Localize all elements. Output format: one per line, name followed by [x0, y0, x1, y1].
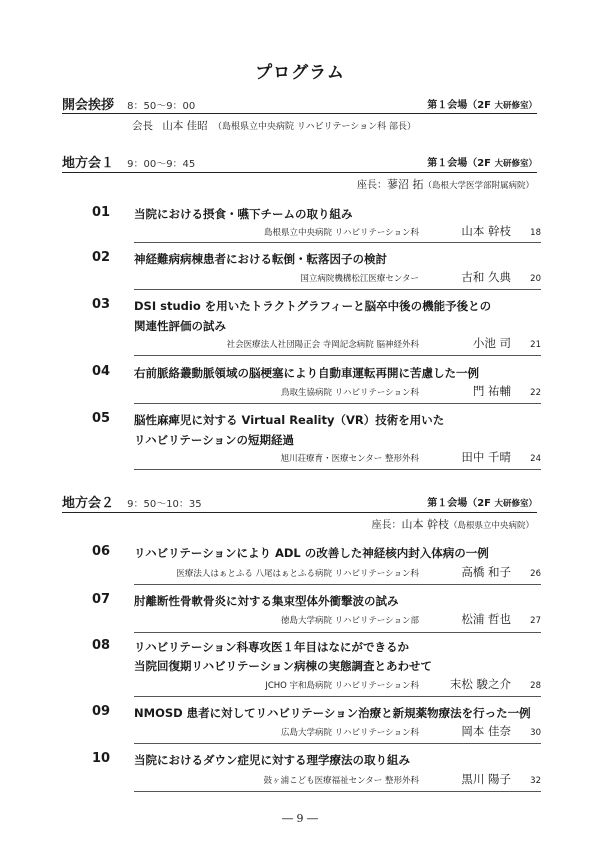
item-title-line2: 関連性評価の試み — [134, 319, 226, 333]
item-title: NMOSD 患者に対してリハビリテーション治療と新規薬物療法を行った一例 — [134, 706, 531, 720]
item-meta — [121, 723, 541, 739]
session-2-time: 9：50〜10：35 — [127, 499, 202, 510]
item-separator — [134, 403, 541, 404]
item-separator — [134, 355, 541, 356]
item-author: 古和 久典 — [461, 270, 511, 284]
item-affiliation: 鳥取生協病院 リハビリテーション科 — [281, 388, 419, 398]
item-page: 28 — [530, 681, 541, 691]
item-title-line2: 当院回復期リハビリテーション病棟の実態調査とあわせて — [134, 659, 432, 673]
item-title: 肘離断性骨軟骨炎に対する集束型体外衝撃波の試み — [134, 594, 399, 608]
session-1-venue-room: 大研修室） — [494, 159, 537, 169]
item-meta — [121, 449, 541, 465]
item-page: 30 — [530, 728, 541, 738]
item-author: 末松 駿之介 — [449, 677, 511, 691]
item-meta — [121, 223, 541, 239]
opening-time: 8：50〜9：00 — [127, 101, 196, 112]
item-number: 05 — [92, 411, 111, 426]
item-meta — [121, 611, 541, 627]
session-2-venue — [427, 494, 537, 509]
item-meta — [121, 676, 541, 692]
item-number: 07 — [92, 592, 111, 607]
item-title: リハビリテーションにより ADL の改善した神経核内封入体病の一例 — [134, 546, 489, 560]
item-affiliation: JCHO 宇和島病院 リハビリテーション科 — [265, 681, 419, 691]
session-1-venue — [427, 154, 537, 169]
item-affiliation: 島根県立中央病院 リハビリテーション科 — [264, 228, 419, 238]
item-author: 門 祐輔 — [472, 384, 511, 398]
item-title: 神経難病病棟患者における転倒・転落因子の検討 — [134, 252, 387, 266]
item-number: 06 — [92, 544, 111, 559]
item-affiliation: 鼓ヶ浦こども医療福祉センター 整形外科 — [263, 776, 419, 786]
item-page: 27 — [530, 616, 541, 626]
item-number: 08 — [92, 638, 111, 653]
session-2-venue-room: 大研修室） — [494, 499, 537, 509]
opening-speaker — [132, 118, 416, 133]
page-number: ― 9 ― — [282, 812, 318, 825]
opening-rule — [62, 113, 537, 114]
session-1-time: 9：00〜9：45 — [127, 159, 196, 170]
item-meta — [121, 269, 541, 285]
item-number: 10 — [92, 751, 111, 766]
item-separator — [134, 469, 541, 470]
item-meta — [121, 335, 541, 351]
item-separator — [134, 632, 541, 633]
session-1-header — [62, 152, 537, 172]
item-author: 田中 千晴 — [461, 450, 511, 464]
session-1-chair-name: 蓼沼 拓 — [386, 178, 424, 191]
item-title: DSI studio を用いたトラクトグラフィーと脳卒中後の機能予後との — [134, 299, 492, 313]
item-affiliation: 徳島大学病院 リハビリテーション部 — [281, 616, 419, 626]
item-separator — [134, 584, 541, 585]
opening-venue-room: 大研修室） — [494, 101, 537, 111]
session-1-chair-aff: （島根大学医学部附属病院） — [423, 181, 534, 191]
opening-venue — [427, 96, 537, 111]
opening-name: 開会挨拶 — [62, 98, 115, 113]
opening-venue-label: 第１会場（2F — [427, 100, 491, 111]
opening-role: 会長 — [132, 120, 153, 132]
item-page: 24 — [530, 454, 541, 464]
item-meta — [121, 383, 541, 399]
session-2-venue-label: 第１会場（2F — [427, 498, 491, 509]
session-2-chair-label: 座長： — [371, 520, 402, 531]
item-author: 山本 幹枝 — [461, 224, 511, 238]
session-1-name: 地方会１ — [62, 156, 115, 171]
item-page: 18 — [530, 228, 541, 238]
item-author: 松浦 哲也 — [461, 612, 511, 626]
item-affiliation: 旭川荘療育・医療センター 整形外科 — [280, 454, 419, 464]
item-affiliation: 社会医療法人社団陽正会 寺岡記念病院 脳神経外科 — [226, 340, 419, 350]
opening-header — [62, 94, 537, 114]
item-title-line2: リハビリテーションの短期経過 — [134, 433, 294, 447]
session-2-rule — [62, 512, 537, 513]
session-2-chair-name: 山本 幹枝 — [401, 518, 449, 531]
item-number: 02 — [92, 250, 111, 265]
item-meta — [121, 771, 541, 787]
item-page: 20 — [530, 274, 541, 284]
item-author: 小池 司 — [472, 336, 511, 350]
item-separator — [134, 791, 541, 792]
session-1-rule — [62, 172, 537, 173]
item-title: 右前脈絡叢動脈領域の脳梗塞により自動車運転再開に苦慮した一例 — [134, 366, 479, 380]
item-author: 岡本 佳奈 — [461, 724, 511, 738]
item-affiliation: 国立病院機構松江医療センター — [300, 274, 419, 284]
session-2-chair-aff: （島根県立中央病院） — [448, 521, 534, 531]
item-number: 04 — [92, 364, 111, 379]
item-affiliation: 医療法人はぁとふる 八尾はぁとふる病院 リハビリテーション科 — [176, 569, 419, 579]
opening-person: 山本 佳昭 — [162, 120, 208, 132]
session-2-chair — [371, 516, 534, 532]
item-title: 当院における摂食・嚥下チームの取り組み — [134, 207, 353, 221]
item-number: 09 — [92, 704, 111, 719]
opening-affiliation: （島根県立中央病院 リハビリテーション科 部長） — [213, 122, 416, 132]
item-title: 脳性麻痺児に対する Virtual Reality（VR）技術を用いた — [134, 413, 445, 427]
page-title: プログラム — [255, 63, 345, 83]
item-page: 22 — [530, 388, 541, 398]
session-1-chair-label: 座長： — [356, 180, 387, 191]
item-page: 32 — [530, 776, 541, 786]
item-page: 21 — [530, 340, 541, 350]
session-2-header — [62, 492, 537, 512]
item-separator — [134, 289, 541, 290]
item-page: 26 — [530, 569, 541, 579]
item-meta — [121, 564, 541, 580]
item-number: 03 — [92, 297, 111, 312]
item-separator — [134, 743, 541, 744]
item-separator — [134, 242, 541, 243]
session-1-chair — [357, 176, 534, 192]
session-1-venue-label: 第１会場（2F — [427, 158, 491, 169]
session-2-name: 地方会２ — [62, 496, 115, 511]
item-title: 当院におけるダウン症児に対する理学療法の取り組み — [134, 753, 410, 767]
item-title: リハビリテーション科専攻医１年目はなにができるか — [134, 640, 409, 654]
item-separator — [134, 696, 541, 697]
item-author: 黒川 陽子 — [461, 772, 511, 786]
item-affiliation: 広島大学病院 リハビリテーション科 — [281, 728, 419, 738]
item-number: 01 — [92, 205, 111, 220]
item-author: 高橋 和子 — [461, 565, 511, 579]
